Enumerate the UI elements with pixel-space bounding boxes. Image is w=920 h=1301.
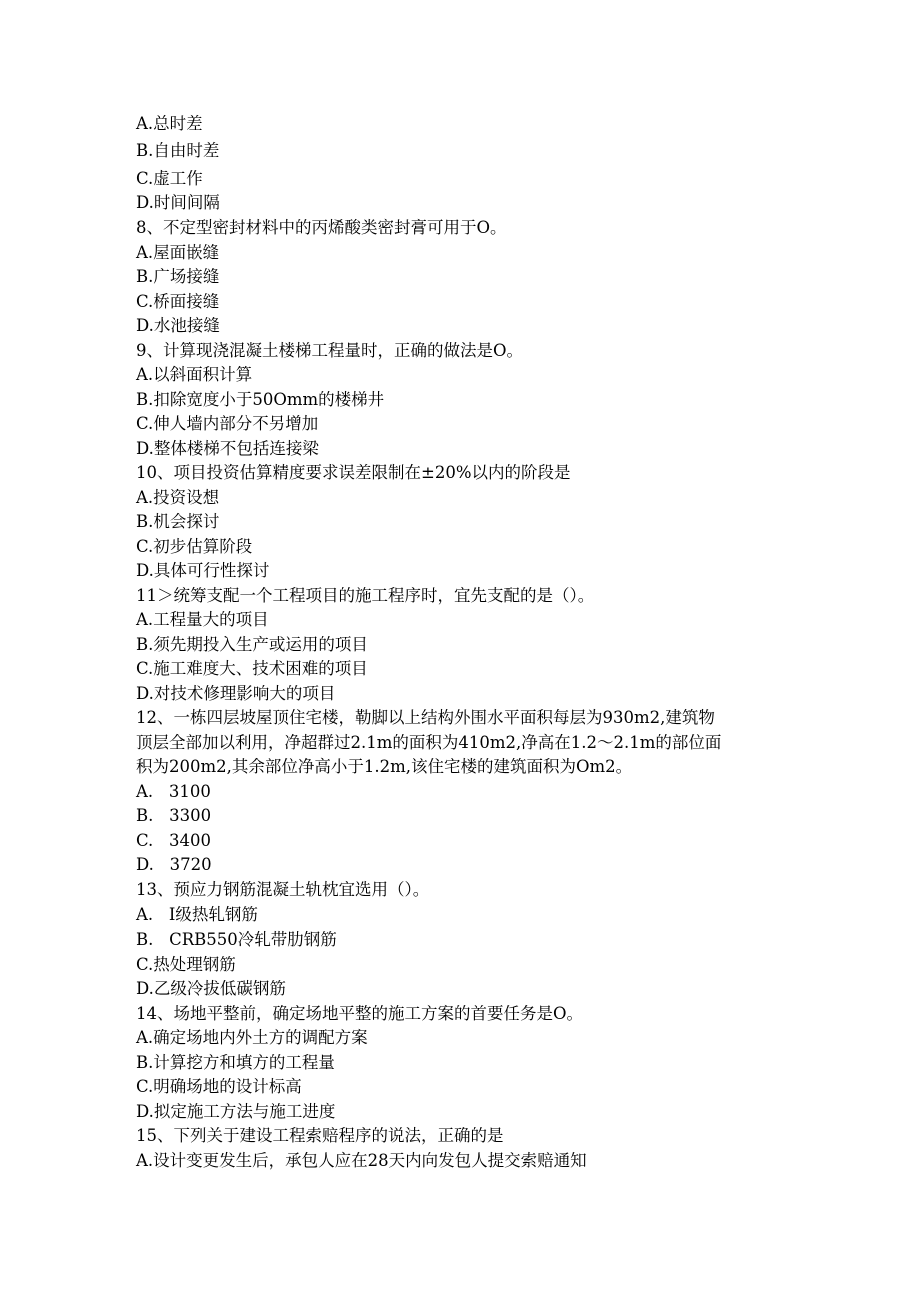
option-line: B.广场接缝	[136, 267, 220, 286]
option-line: A.投资设想	[136, 488, 220, 507]
question-line: 11＞统筹支配一个工程项目的施工程序时，宜先支配的是（）。	[136, 586, 595, 605]
option-line: D.对技术修理影响大的项目	[136, 684, 336, 703]
option-line: D.水池接缝	[136, 316, 220, 335]
option-line: A. 3100	[136, 782, 211, 801]
question-line: 9、计算现浇混凝土楼梯工程量时，正确的做法是O。	[136, 341, 524, 360]
option-line: C.施工难度大、技术困难的项目	[136, 659, 368, 678]
option-line: A.工程量大的项目	[136, 610, 269, 629]
option-line: D.时间间隔	[136, 193, 220, 212]
question-line: 14、场地平整前，确定场地平整的施工方案的首要任务是O。	[136, 1004, 584, 1023]
option-line: C.初步估算阶段	[136, 537, 253, 556]
option-line: C.桥面接缝	[136, 292, 220, 311]
option-line: D. 3720	[136, 855, 212, 874]
option-line: C.虚工作	[136, 169, 203, 188]
option-line: A.设计变更发生后，承包人应在28天内向发包人提交索赔通知	[136, 1151, 587, 1170]
question-line: 8、不定型密封材料中的丙烯酸类密封膏可用于O。	[136, 218, 507, 237]
option-line: A.总时差	[136, 114, 203, 133]
option-line: A. I级热轧钢筋	[136, 905, 258, 924]
option-line: D.具体可行性探讨	[136, 561, 270, 580]
question-line: 13、预应力钢筋混凝土轨枕宜选用（）。	[136, 880, 430, 899]
question-line: 顶层全部加以利用，净超群过2.1m的面积为410m2,净高在1.2～2.1m的部位面	[136, 733, 722, 752]
option-line: D.拟定施工方法与施工进度	[136, 1102, 336, 1121]
option-line: B.扣除宽度小于50Omm的楼梯井	[136, 390, 385, 409]
option-line: C.热处理钢筋	[136, 955, 236, 974]
option-line: B.机会探讨	[136, 512, 220, 531]
option-line: B. 3300	[136, 806, 212, 825]
option-line: B.须先期投入生产或运用的项目	[136, 635, 368, 654]
option-line: C.伸人墙内部分不另增加	[136, 414, 319, 433]
question-line: 15、下列关于建设工程索赔程序的说法，正确的是	[136, 1126, 504, 1145]
option-line: D.整体楼梯不包括连接梁	[136, 439, 319, 458]
option-line: B.自由时差	[136, 141, 220, 160]
option-line: A.确定场地内外土方的调配方案	[136, 1028, 368, 1047]
question-line: 12、一栋四层坡屋顶住宅楼，勒脚以上结构外围水平面积每层为930m2,建筑物	[136, 708, 715, 727]
option-line: D.乙级冷拔低碳钢筋	[136, 979, 286, 998]
option-line: A.屋面嵌缝	[136, 243, 220, 262]
option-line: C. 3400	[136, 831, 212, 850]
option-line: A.以斜面积计算	[136, 365, 253, 384]
option-line: C.明确场地的设计标高	[136, 1077, 302, 1096]
option-line: B.计算挖方和填方的工程量	[136, 1053, 335, 1072]
option-line: B. CRB550冷轧带肋钢筋	[136, 930, 337, 949]
question-line: 积为200m2,其余部位净高小于1.2m,该住宅楼的建筑面积为Om2。	[136, 757, 633, 776]
question-line: 10、项目投资估算精度要求误差限制在±20%以内的阶段是	[136, 463, 571, 482]
